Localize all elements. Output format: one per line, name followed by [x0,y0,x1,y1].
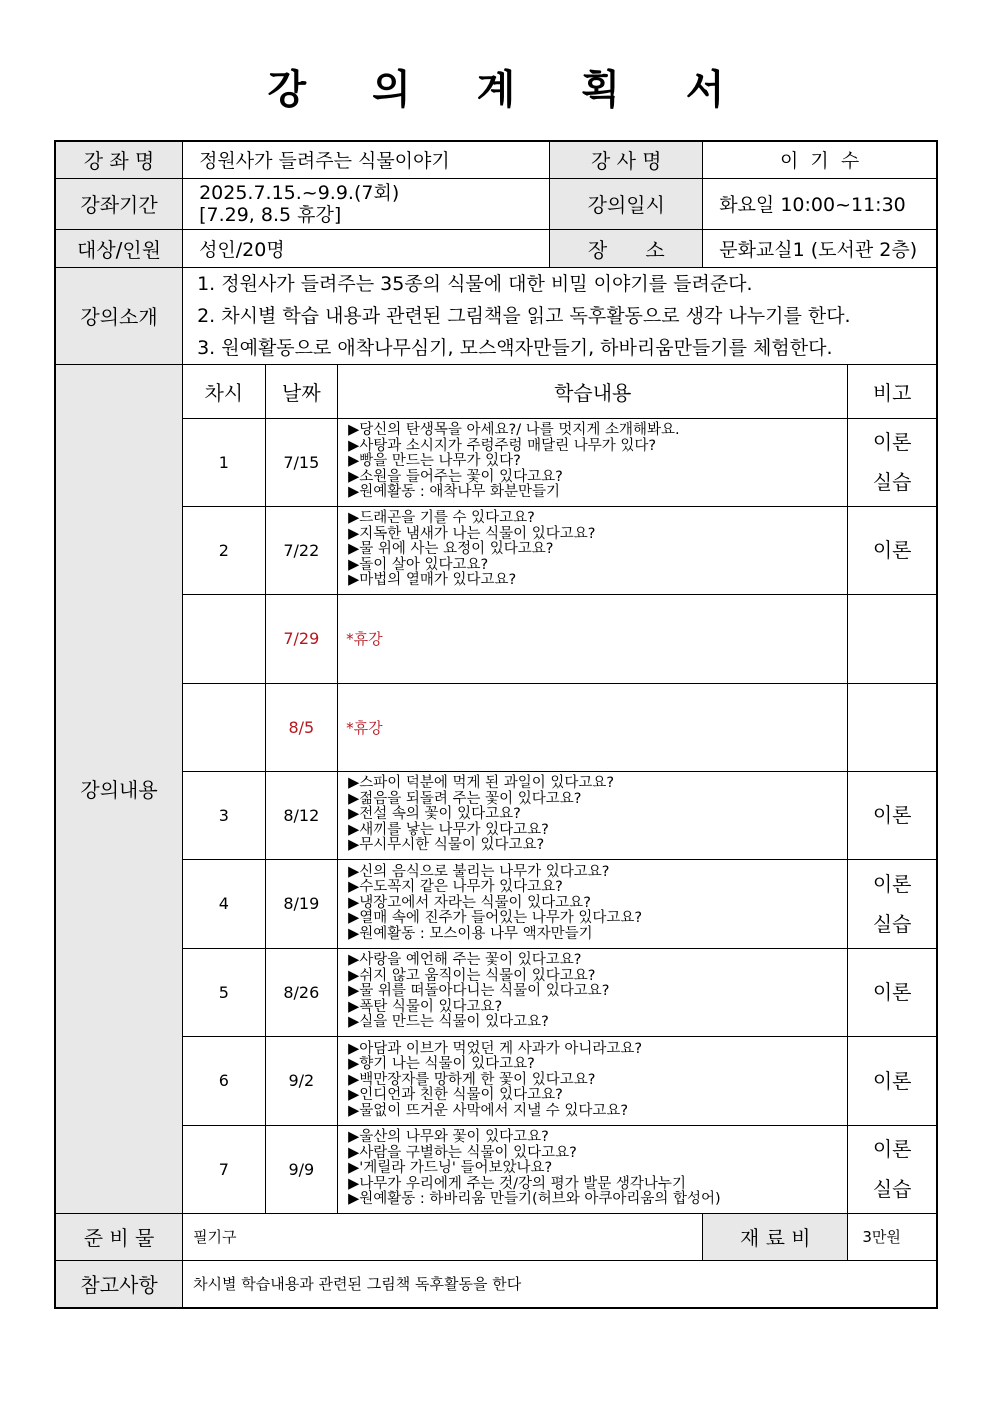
session-date: 7/29 [265,594,338,683]
content-item: ▶스파이 덕분에 먹게 된 과일이 있다고요? [348,775,615,792]
fee-value: 3만원 [848,1213,937,1260]
document-title: 강 의 계 획 서 [267,67,751,113]
materials-value: 필기구 [183,1213,703,1260]
lecture-plan-table [54,140,938,1309]
session-date: 8/26 [265,948,338,1036]
content-item: ▶나무가 우리에게 주는 것/강의 평가 발문 생각나누기 [348,1175,686,1192]
session-note [848,1125,937,1213]
note-text: 이론 [872,871,912,896]
intro-label: 강의소개 [55,267,183,364]
content-item: ▶신의 음식으로 불리는 나무가 있다고요? [348,863,610,880]
intro-line: 1. 정원사가 들려주는 35종의 식물에 대한 비밀 이야기를 들려준다. [197,272,753,295]
content-item: ▶아담과 이브가 먹었던 게 사과가 아니라고요? [348,1040,643,1057]
content-item: ▶'게릴라 가드닝' 들어보았나요? [348,1160,553,1177]
content-item: ▶인디언과 친한 식물이 있다고요? [348,1087,563,1104]
reference-label: 참고사항 [55,1260,183,1308]
row-reference [55,1260,937,1308]
session-row [55,506,937,594]
content-item: ▶돌이 살아 있다고요? [348,556,489,573]
content-item: ▶원예활동 : 하바리움 만들기(허브와 아쿠아리움의 합성어) [348,1191,721,1208]
holiday-text: *휴강 [338,594,848,683]
content-item: ▶전설 속의 꽃이 있다고요? [348,806,521,823]
content-item: ▶열매 속에 진주가 들어있는 나무가 있다고요? [348,910,643,927]
course-name-value: 정원사가 들려주는 식물이야기 [183,141,550,178]
content-item: ▶울산의 나무와 꽃이 있다고요? [348,1129,549,1146]
content-item: ▶드래곤을 기를 수 있다고요? [348,510,535,527]
period-value [183,178,550,229]
session-content [338,948,848,1036]
fee-label: 재 료 비 [703,1213,848,1260]
content-item: ▶지독한 냄새가 나는 식물이 있다고요? [348,525,596,542]
note-text: 이론 [872,430,912,454]
content-item: ▶빵을 만드는 나무가 있다? [348,453,521,470]
row-intro [55,267,937,364]
instructor-label: 강 사 명 [550,141,703,178]
session-row [55,859,937,948]
session-date: 8/5 [265,683,338,771]
place-label: 장 소 [550,229,703,267]
session-number [183,594,265,683]
materials-label: 준 비 물 [55,1213,183,1260]
content-item: ▶마법의 열매가 있다고요? [348,572,517,589]
content-item: ▶수도꼭지 같은 나무가 있다고요? [348,879,563,896]
note-text: 이론 [872,538,912,562]
session-number: 2 [183,506,265,594]
session-number: 3 [183,771,265,859]
session-note [848,948,937,1036]
session-note [848,683,937,771]
course-name-label: 강 좌 명 [55,141,183,178]
session-date: 9/9 [265,1125,338,1213]
content-header-row [55,364,937,418]
holiday-row [55,594,937,683]
session-number: 1 [183,418,265,506]
session-date: 8/19 [265,859,338,948]
session-row [55,1125,937,1213]
session-note [848,859,937,948]
header-date: 날짜 [265,364,338,418]
content-item: ▶물없이 뜨거운 사막에서 지낼 수 있다고요? [348,1102,629,1119]
row-target [55,229,937,267]
header-session: 차시 [183,364,265,418]
content-item: ▶사람을 구별하는 식물이 있다고요? [348,1144,577,1161]
session-number: 7 [183,1125,265,1213]
session-note [848,418,937,506]
time-value: 화요일 10:00~11:30 [703,178,937,229]
intro-line: 2. 차시별 학습 내용과 관련된 그림책을 읽고 독후활동으로 생각 나누기를 한다. [197,304,851,327]
session-date: 8/12 [265,771,338,859]
note-text: 이론 [872,980,912,1004]
content-item: ▶물 위에 사는 요정이 있다고요? [348,541,554,558]
target-value: 성인/20명 [183,229,550,267]
session-content [338,859,848,948]
row-period [55,178,937,229]
holiday-text: *휴강 [338,683,848,771]
content-item: ▶당신의 탄생목을 아세요?/ 나를 멋지게 소개해봐요. [348,422,680,439]
content-item: ▶향기 나는 식물이 있다고요? [348,1056,535,1073]
session-number: 6 [183,1036,265,1125]
session-row [55,771,937,859]
period-line-1: 2025.7.15.~9.9.(7회) [199,181,400,204]
session-content [338,1036,848,1125]
content-item: ▶쉬지 않고 움직이는 식물이 있다고요? [348,967,596,984]
session-row [55,1036,937,1125]
note-text: 이론 [872,803,912,827]
content-label: 강의내용 [55,364,183,1213]
session-note [848,506,937,594]
target-label: 대상/인원 [55,229,183,267]
session-row [55,418,937,506]
content-item: ▶사랑을 예언해 주는 꽃이 있다고요? [348,952,582,969]
content-item: ▶새끼를 낳는 나무가 있다고요? [348,821,549,838]
session-note [848,771,937,859]
place-value: 문화교실1 (도서관 2층) [703,229,937,267]
content-item: ▶냉장고에서 자라는 식물이 있다고요? [348,894,591,911]
session-number [183,683,265,771]
session-note [848,1036,937,1125]
reference-value: 차시별 학습내용과 관련된 그림책 독후활동을 한다 [183,1260,937,1308]
content-item: ▶폭탄 식물이 있다고요? [348,998,503,1015]
session-number: 4 [183,859,265,948]
session-date: 9/2 [265,1036,338,1125]
holiday-row [55,683,937,771]
period-label: 강좌기간 [55,178,183,229]
note-text: 이론 [872,1137,912,1161]
session-date: 7/15 [265,418,338,506]
note-text: 실습 [872,470,912,494]
content-item: ▶젊음을 되돌려 주는 꽃이 있다고요? [348,790,582,807]
content-item: ▶소원을 들어주는 꽃이 있다고요? [348,468,563,485]
content-item: ▶실을 만드는 식물이 있다고요? [348,1014,549,1031]
content-item: ▶원예활동 : 애착나무 화분만들기 [348,484,561,501]
note-text: 이론 [872,1068,912,1093]
session-note [848,594,937,683]
header-note: 비고 [848,364,937,418]
session-row [55,948,937,1036]
time-label: 강의일시 [550,178,703,229]
intro-body [183,267,937,364]
note-text: 실습 [872,1177,912,1201]
intro-line: 3. 원예활동으로 애착나무심기, 모스액자만들기, 하바리움만들기를 체험한다. [197,336,833,359]
content-item: ▶원예활동 : 모스이용 나무 액자만들기 [348,925,593,942]
content-item: ▶백만장자를 망하게 한 꽃이 있다고요? [348,1071,596,1088]
content-item: ▶사탕과 소시지가 주렁주렁 매달린 나무가 있다? [348,437,657,454]
session-content [338,1125,848,1213]
note-text: 실습 [872,911,912,936]
session-number: 5 [183,948,265,1036]
session-content [338,506,848,594]
content-item: ▶무시무시한 식물이 있다고요? [348,837,545,854]
row-course-name [55,141,937,178]
period-line-2: [7.29, 8.5 휴강] [199,203,342,226]
row-materials [55,1213,937,1260]
instructor-value: 이 기 수 [703,141,937,178]
content-item: ▶물 위를 떠돌아다니는 식물이 있다고요? [348,983,610,1000]
session-content [338,771,848,859]
session-date: 7/22 [265,506,338,594]
header-content: 학습내용 [338,364,848,418]
session-content [338,418,848,506]
